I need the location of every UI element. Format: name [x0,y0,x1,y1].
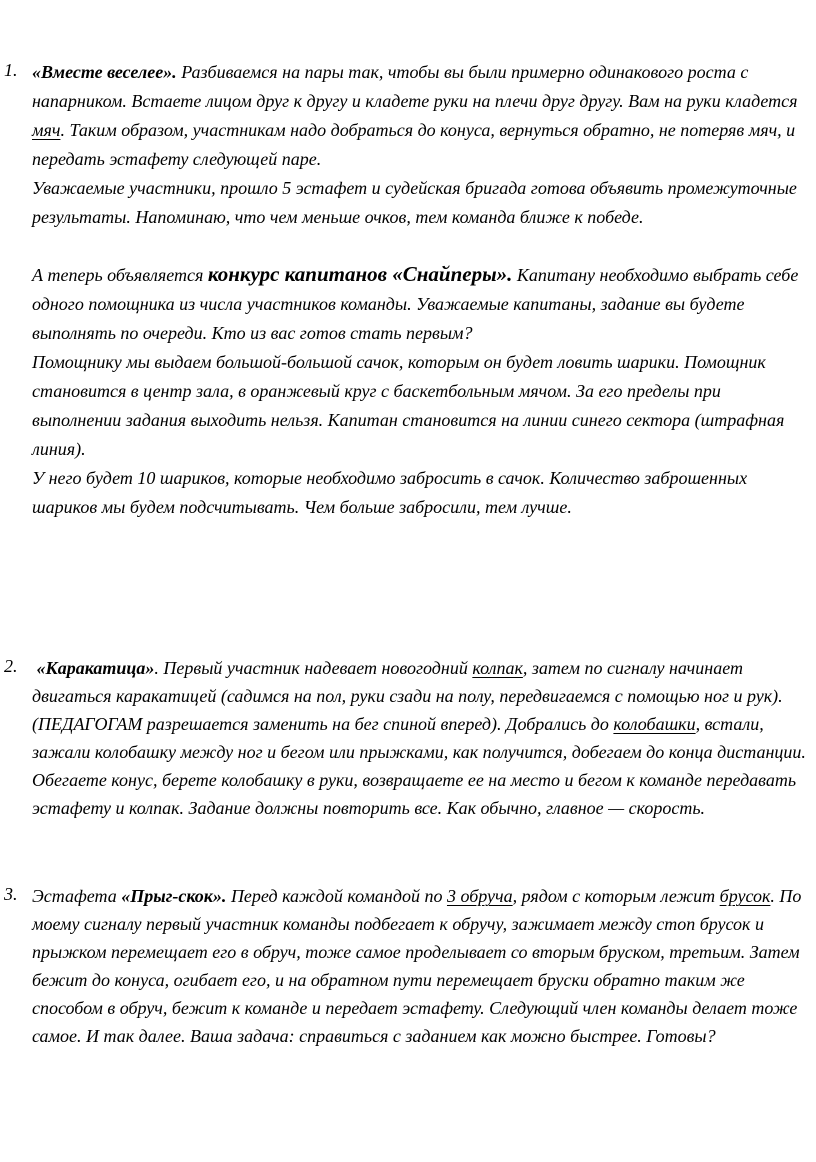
paragraph [32,260,808,348]
paragraph: Помощнику мы выдаем большой-большой сачок, которым он будет ловить шарики. Помощник становится в центр зала, в оранжевый круг с баскетбольным мячом. За его пределы при выполнении задания выходить нельзя. Капитан становится на линии синего сектора (штрафная линия). [32,352,785,459]
list-number: 3. [4,884,18,904]
paragraph [32,882,808,1050]
text-run: Разбиваемся на пары так, чтобы вы были примерно одинакового роста с напарником. Встаете лицом друг к другу и кладете руки на плечи друг другу. Вам на руки кладется [32,62,798,111]
relay-title: «Вместе веселее». [32,62,177,82]
text-run: А теперь объявляется [32,265,208,285]
paragraph [32,58,808,174]
item-2-text [32,654,808,822]
list-number: 1. [4,60,18,80]
text-run: . По моему сигналу первый участник команды подбегает к обручу, зажимает между стоп брусок и прыжком перемещает его в обруч, тоже самое проделывает со вторым бруском, третьим. Затем бежит до конуса, огибает его, и на обратном пути перемещает бруски обратно таким же способом в обруч, бежит к команде и передает эстафету. Следующий член команды делает тоже самое. И так далее. Ваша задача: справиться с заданием как можно быстрее. Готовы? [32,886,802,1046]
relay-title: «Каракатица» [36,658,155,678]
underlined-term: колпак [472,658,523,678]
contest-title: конкурс капитанов «Снайперы». [207,262,513,286]
paragraph: Уважаемые участники, прошло 5 эстафет и судейская бригада готова объявить промежуточные результаты. Напоминаю, что чем меньше очков, тем команда ближе к победе. [32,178,797,227]
text-run: , встали, зажали колобашку между ног и бегом или прыжками, как получится, добегаем до конца дистанции. Обегаете конус, берете колобашку в руки, возвращаете ее на место и бегом к команде передавать эстафету и колпак. Задание должны повторить все. Как обычно, главное — скорость. [32,714,806,818]
paragraph: У него будет 10 шариков, которые необходимо забросить в сачок. Количество заброшенных шариков мы будем подсчитывать. Чем больше забросили, тем лучше. [32,468,748,517]
underlined-term: брусок [719,886,771,906]
text-run: . Первый участник надевает новогодний [154,658,473,678]
relay-title: «Прыг-скок». [121,886,227,906]
item-1-text [32,58,808,522]
item-3-text [32,882,808,1050]
underlined-term: колобашки [613,714,696,734]
list-number: 2. [4,656,18,676]
text-run: Перед каждой командой по [226,886,447,906]
text-run: , затем по сигналу начинает двигаться каракатицей (садимся на пол, руки сзади на полу, передвигаемся с помощью ног и рук). (ПЕДАГОГАМ разрешается заменить на бег спиной вперед). Добрались до [32,658,783,734]
text-run: Эстафета [32,886,122,906]
text-run: . Таким образом, участникам надо добраться до конуса, вернуться обратно, не потеряв мяч, и передать эстафету следующей паре. [32,120,796,169]
underlined-term: мяч [32,120,61,140]
text-run: , рядом с которым лежит [512,886,720,906]
underlined-term: 3 обруча [446,886,513,906]
text-run: Капитану необходимо выбрать себе одного помощника из числа участников команды. Уважаемые капитаны, задание вы будете выполнять по очереди. Кто из вас готов стать первым? [32,265,799,343]
paragraph [32,654,808,822]
